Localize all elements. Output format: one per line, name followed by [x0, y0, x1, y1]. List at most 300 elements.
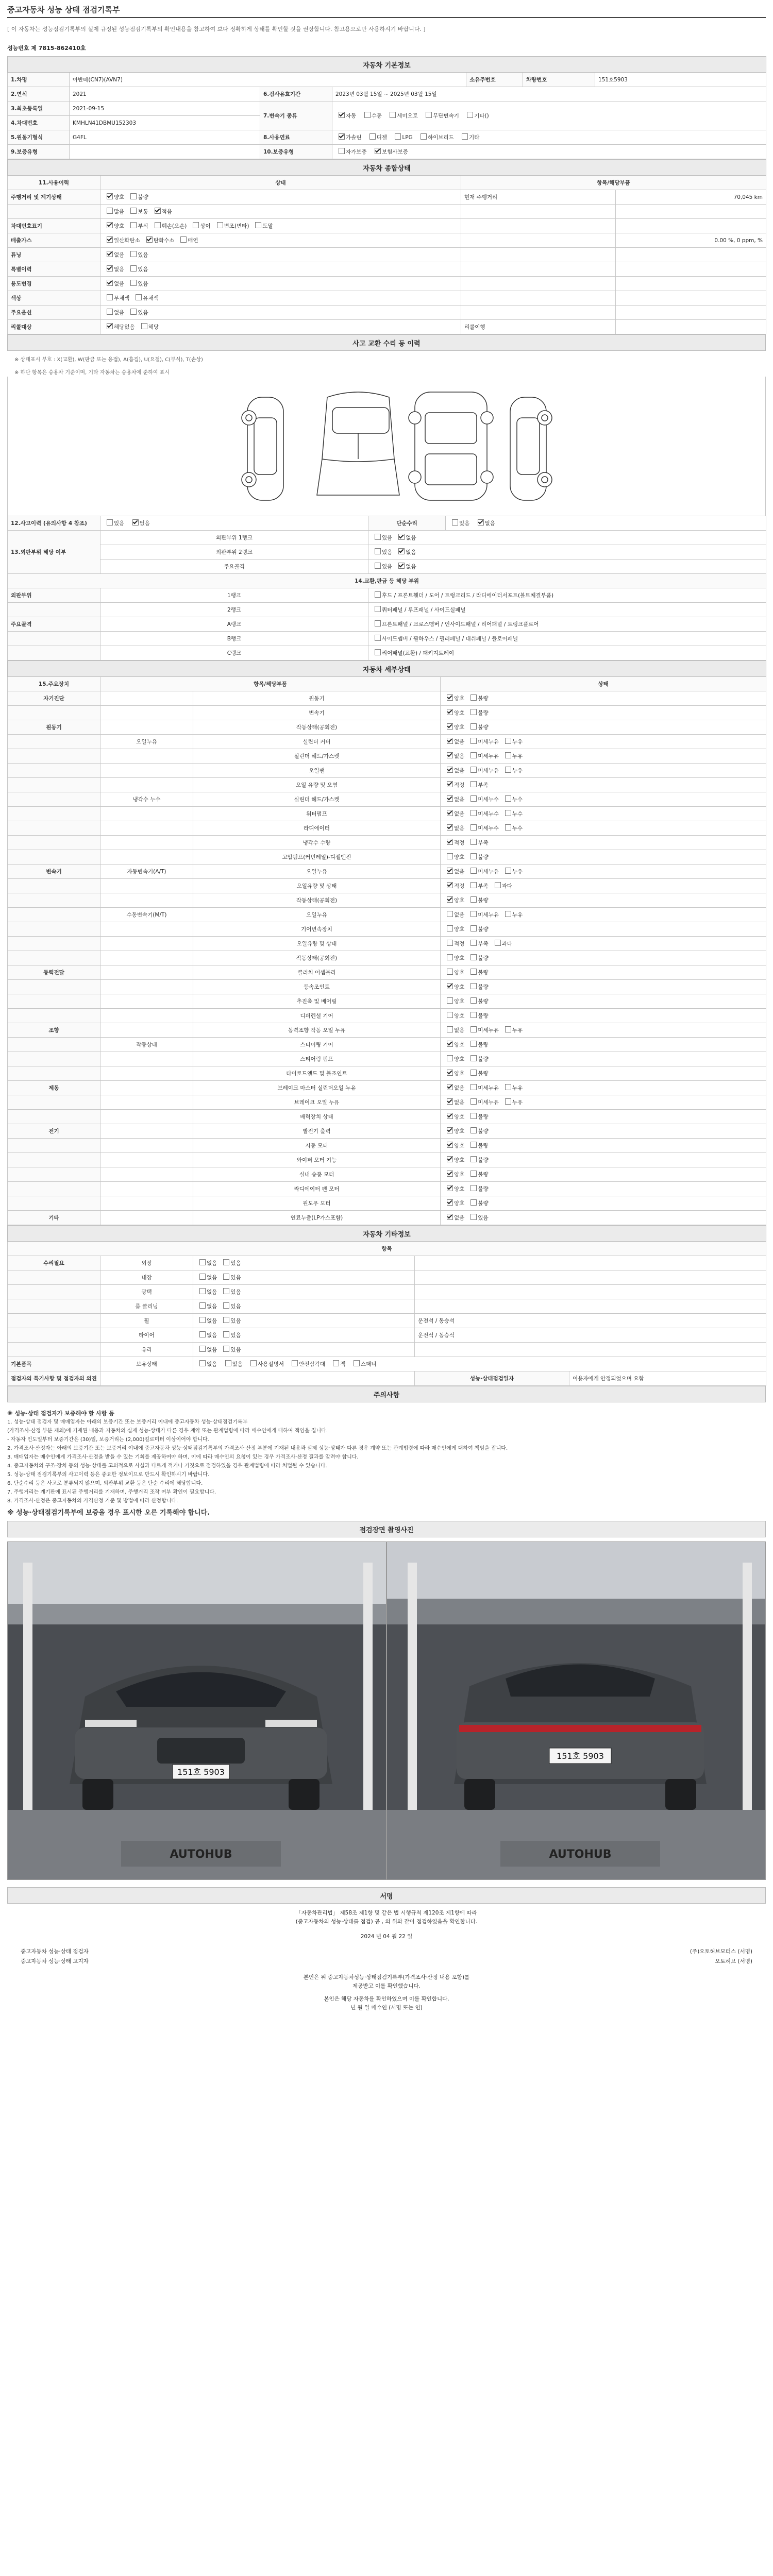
checkbox-icon[interactable]	[107, 294, 113, 300]
option-item: 없음	[444, 824, 464, 832]
checkbox-icon[interactable]	[470, 940, 477, 946]
detail-options	[441, 1009, 766, 1023]
checkbox-icon[interactable]	[470, 1185, 477, 1191]
checkbox-icon[interactable]	[505, 868, 511, 874]
checkbox-icon[interactable]	[447, 954, 453, 960]
other-item-col: 항목	[8, 1242, 766, 1256]
option-item: 불량	[467, 1012, 488, 1020]
checkbox-checked-icon[interactable]	[375, 148, 381, 154]
checkbox-icon[interactable]	[364, 112, 371, 118]
caution-line: 4. 중고자동차의 구조·장치 등의 성능·상태를 고의적으로 사실과 다르게 적거나 거짓으로 점검하였을 경우 관계법령에 따라 처벌될 수 있습니다.	[7, 1463, 327, 1469]
checkbox-icon[interactable]	[141, 323, 147, 329]
model-year-value: 2021	[70, 87, 260, 101]
checkbox-checked-icon[interactable]	[447, 868, 453, 874]
checkbox-icon[interactable]	[470, 1214, 477, 1220]
checkbox-icon[interactable]	[447, 1026, 453, 1032]
checkbox-checked-icon[interactable]	[478, 519, 484, 526]
checkbox-icon[interactable]	[395, 133, 401, 140]
other-info-section	[0, 1225, 773, 1386]
checkbox-icon[interactable]	[470, 997, 477, 1004]
checkbox-checked-icon[interactable]	[447, 795, 453, 802]
accident-label: 12.사고이력 (유의사항 4 참조)	[8, 516, 100, 531]
caution-line: 2. 가격조사·산정자는 아래의 보증기간 또는 보증거리 이내에 중고자동차 성능·상태점검기록부의 가격조사·산정 부분에 기재된 내용과 실제 성능·상태가 다른 경우 계약 또는 관계법령에 따라 매수인에게 대하여 책임을 집니다.	[7, 1446, 508, 1451]
detail-row	[8, 1139, 766, 1153]
option-item: 없음	[444, 868, 464, 875]
checkbox-icon[interactable]	[223, 1274, 229, 1280]
other-group	[8, 1270, 100, 1285]
checkbox-icon[interactable]	[470, 1055, 477, 1061]
option-item: 훼손(오손)	[152, 222, 187, 230]
status-value: 0.00 %, 0 ppm, %	[616, 233, 766, 248]
checkbox-checked-icon[interactable]	[107, 323, 113, 329]
overall-status-section	[0, 159, 773, 334]
checkbox-icon[interactable]	[375, 548, 381, 554]
detail-subgroup	[100, 994, 193, 1009]
checkbox-icon[interactable]	[292, 1360, 298, 1366]
detail-item: 실린더 헤드/가스켓	[193, 749, 441, 764]
option-item: 불량	[467, 1185, 488, 1193]
checkbox-icon[interactable]	[333, 1360, 339, 1366]
other-item: 외장	[100, 1256, 193, 1270]
detail-subgroup	[100, 965, 193, 980]
checkbox-icon[interactable]	[470, 839, 477, 845]
option-item: 불량	[467, 853, 488, 861]
checkbox-icon[interactable]	[130, 280, 137, 286]
checkbox-icon[interactable]	[505, 810, 511, 816]
option-item: 양호	[444, 1055, 464, 1063]
checkbox-icon[interactable]	[470, 868, 477, 874]
detail-options	[441, 821, 766, 836]
checkbox-icon[interactable]	[375, 563, 381, 569]
detail-group	[8, 951, 100, 965]
signature-date: 2024 년 04 월 22 일	[360, 1934, 413, 1940]
status-value	[616, 291, 766, 306]
detail-item: 실내 송풍 모터	[193, 1167, 441, 1182]
detail-group	[8, 1052, 100, 1066]
checkbox-checked-icon[interactable]	[339, 112, 345, 118]
option-item: 양호	[444, 954, 464, 962]
detail-row	[8, 937, 766, 951]
checkbox-icon[interactable]	[223, 1317, 229, 1323]
checkbox-checked-icon[interactable]	[398, 534, 405, 540]
checkbox-icon[interactable]	[199, 1274, 206, 1280]
checkbox-icon[interactable]	[447, 853, 453, 859]
checkbox-checked-icon[interactable]	[447, 1113, 453, 1119]
rank-level: A랭크	[100, 617, 368, 632]
detail-options	[441, 893, 766, 908]
checkbox-icon[interactable]	[217, 222, 223, 228]
checkbox-icon[interactable]	[470, 1026, 477, 1032]
notifier-row	[0, 1956, 773, 1966]
car-left-side-icon	[242, 397, 283, 500]
checkbox-checked-icon[interactable]	[447, 1070, 453, 1076]
checkbox-checked-icon[interactable]	[398, 548, 405, 554]
checkbox-icon[interactable]	[470, 1012, 477, 1018]
checkbox-icon[interactable]	[447, 969, 453, 975]
detail-group	[8, 735, 100, 749]
detail-item: 스티어링 기어	[193, 1038, 441, 1052]
checkbox-icon[interactable]	[375, 534, 381, 540]
checkbox-icon[interactable]	[505, 1026, 511, 1032]
status-extra	[461, 262, 616, 277]
checkbox-icon[interactable]	[447, 1055, 453, 1061]
option-item: 적정	[444, 781, 464, 789]
checkbox-checked-icon[interactable]	[447, 983, 453, 989]
checkbox-icon[interactable]	[375, 649, 381, 655]
caution-line: - 자동자 인도일부터 보증기간은 (30)일, 보증거리는 (2,000)킬로미터 이상이어야 합니다.	[7, 1437, 209, 1443]
checkbox-checked-icon[interactable]	[447, 1171, 453, 1177]
checkbox-icon[interactable]	[470, 911, 477, 917]
checkbox-checked-icon[interactable]	[132, 519, 139, 526]
checkbox-icon[interactable]	[470, 983, 477, 989]
checkbox-checked-icon[interactable]	[447, 1127, 453, 1133]
checkbox-icon[interactable]	[505, 1098, 511, 1105]
checkbox-icon[interactable]	[107, 309, 113, 315]
option-item: 없음	[444, 1214, 464, 1222]
detail-row	[8, 865, 766, 879]
checkbox-checked-icon[interactable]	[447, 694, 453, 701]
warranty-type-label: 9.보증유형	[8, 145, 70, 159]
checkbox-checked-icon[interactable]	[107, 193, 113, 199]
checkbox-icon[interactable]	[107, 208, 113, 214]
detail-options	[441, 994, 766, 1009]
checkbox-icon[interactable]	[495, 882, 501, 888]
detail-group: 제동	[8, 1081, 100, 1095]
checkbox-icon[interactable]	[495, 940, 501, 946]
checkbox-icon[interactable]	[223, 1331, 229, 1337]
performance-number: 성능번호 제 7815-862410호	[7, 45, 86, 52]
checkbox-icon[interactable]	[447, 925, 453, 931]
option-item: 없음	[196, 1274, 217, 1281]
checkbox-icon[interactable]	[470, 709, 477, 715]
checkbox-icon[interactable]	[452, 519, 458, 526]
checkbox-icon[interactable]	[470, 1084, 477, 1090]
transmission-label: 7.변속기 종류	[260, 101, 332, 130]
legend-codes: ※ 상태표시 부호 : X(교환), W(판금 또는 용접), A(흠집), U(요철), C(부식), T(손상)	[14, 357, 203, 363]
vin-label: 4.차대번호	[8, 116, 70, 130]
checkbox-icon[interactable]	[467, 112, 473, 118]
checkbox-checked-icon[interactable]	[155, 208, 161, 214]
status-extra	[461, 233, 616, 248]
checkbox-icon[interactable]	[199, 1259, 206, 1265]
caution-line: 6. 단순수리 등은 사고로 분류되지 않으며, 외판부위 교환 등은 단순 수리에 해당합니다.	[7, 1481, 203, 1486]
checkbox-icon[interactable]	[505, 795, 511, 802]
detail-options	[441, 1038, 766, 1052]
checkbox-icon[interactable]	[130, 265, 137, 272]
checkbox-checked-icon[interactable]	[107, 222, 113, 228]
detail-subgroup	[100, 922, 193, 937]
checkbox-checked-icon[interactable]	[447, 767, 453, 773]
checkbox-checked-icon[interactable]	[107, 280, 113, 286]
checkbox-icon[interactable]	[136, 294, 142, 300]
status-extra	[461, 248, 616, 262]
trans-semi: 세미오토	[386, 112, 418, 120]
checkbox-icon[interactable]	[470, 824, 477, 831]
checkbox-icon[interactable]	[470, 882, 477, 888]
option-item: 없음	[444, 810, 464, 818]
car-front-top-icon	[317, 392, 399, 495]
checkbox-icon[interactable]	[470, 1142, 477, 1148]
parts-col: 항목/해당부품	[461, 176, 766, 190]
detail-options	[441, 922, 766, 937]
checkbox-icon[interactable]	[470, 1041, 477, 1047]
detail-item: 윈도우 모터	[193, 1196, 441, 1211]
rank-items: 후드 / 프론트휀더 / 도어 / 트렁크리드 / 라디에이터서포트(볼트체결부품)	[368, 588, 766, 603]
option-item: 부족	[467, 839, 488, 846]
checkbox-icon[interactable]	[369, 133, 376, 140]
option-item: 있음	[220, 1317, 241, 1325]
checkbox-icon[interactable]	[505, 1084, 511, 1090]
detail-item: 오일팬	[193, 764, 441, 778]
checkbox-checked-icon[interactable]	[447, 1041, 453, 1047]
checkbox-checked-icon[interactable]	[447, 1098, 453, 1105]
checkbox-checked-icon[interactable]	[339, 133, 345, 140]
checkbox-icon[interactable]	[470, 896, 477, 903]
checkbox-icon[interactable]	[199, 1288, 206, 1294]
checkbox-icon[interactable]	[470, 1171, 477, 1177]
detail-options	[441, 937, 766, 951]
status-value: 70,045 km	[616, 190, 766, 205]
checkbox-icon[interactable]	[470, 795, 477, 802]
checkbox-icon[interactable]	[470, 1113, 477, 1119]
option-item: 해당	[138, 323, 159, 331]
other-options	[193, 1343, 415, 1357]
opinion-label: 점검자의 특기사항 및 점검자의 의견	[8, 1371, 100, 1386]
checkbox-icon[interactable]	[107, 519, 113, 526]
checkbox-icon[interactable]	[199, 1331, 206, 1337]
other-row	[8, 1256, 766, 1270]
status-row	[8, 277, 766, 291]
option-item: 양호	[444, 1199, 464, 1207]
checkbox-checked-icon[interactable]	[447, 1185, 453, 1191]
checkbox-icon[interactable]	[375, 606, 381, 612]
other-side: 운전석 / 동승석	[415, 1314, 766, 1328]
other-options	[193, 1328, 415, 1343]
trans-auto: 자동	[335, 112, 356, 120]
detail-options	[441, 865, 766, 879]
checkbox-icon[interactable]	[447, 940, 453, 946]
checkbox-icon[interactable]	[470, 1156, 477, 1162]
detail-subgroup	[100, 1110, 193, 1124]
checkbox-icon[interactable]	[225, 1360, 231, 1366]
checkbox-checked-icon[interactable]	[107, 251, 113, 257]
detail-item: 오일누유	[193, 908, 441, 922]
checkbox-icon[interactable]	[223, 1302, 229, 1309]
detail-options	[441, 850, 766, 865]
checkbox-checked-icon[interactable]	[447, 810, 453, 816]
checkbox-icon[interactable]	[130, 193, 137, 199]
option-item: 없음	[104, 280, 124, 287]
checkbox-icon[interactable]	[255, 222, 261, 228]
rank-level: 1랭크	[100, 588, 368, 603]
checkbox-icon[interactable]	[470, 954, 477, 960]
checkbox-icon[interactable]	[470, 925, 477, 931]
checkbox-checked-icon[interactable]	[398, 563, 405, 569]
other-item: 유리	[100, 1343, 193, 1357]
checkbox-icon[interactable]	[426, 112, 432, 118]
option-item: 누유	[502, 767, 523, 774]
rank-row	[8, 588, 766, 603]
checkbox-icon[interactable]	[130, 251, 137, 257]
other-item: 내장	[100, 1270, 193, 1285]
checkbox-icon[interactable]	[470, 969, 477, 975]
option-item: 적정	[444, 940, 464, 947]
first-reg-value: 2021-09-15	[70, 101, 260, 116]
detail-row	[8, 1124, 766, 1139]
option-item: 불량	[467, 969, 488, 976]
option-item: 없음	[196, 1259, 217, 1267]
option-item: 불량	[467, 1171, 488, 1178]
checkbox-checked-icon[interactable]	[447, 824, 453, 831]
major-device-col: 15.주요장치	[8, 677, 100, 691]
option-item: 없음	[196, 1346, 217, 1353]
detail-group	[8, 821, 100, 836]
checkbox-icon[interactable]	[505, 767, 511, 773]
option-item: 적음	[152, 208, 172, 215]
notice-text: [ 이 자동차는 성능점검기록부의 실제 규정된 성능점검기록부의 확인내용을 참고하여 보다 정확하게 상태를 확인할 것을 권장합니다. 참고용으로만 사용하시기 바랍니다. ]	[7, 26, 426, 32]
option-item: 누유	[502, 752, 523, 760]
option-item: 없음	[444, 1084, 464, 1092]
status-options	[100, 219, 461, 233]
checkbox-icon[interactable]	[447, 911, 453, 917]
option-item: 불량	[467, 954, 488, 962]
detail-subgroup	[100, 1211, 193, 1225]
checkbox-checked-icon[interactable]	[447, 752, 453, 758]
checkbox-icon[interactable]	[130, 208, 137, 214]
checkbox-checked-icon[interactable]	[107, 265, 113, 272]
fuel-label: 8.사용연료	[260, 130, 332, 145]
detail-options	[441, 1081, 766, 1095]
status-row	[8, 205, 766, 219]
transmission-options	[332, 101, 766, 130]
option-item: 불량	[467, 1113, 488, 1121]
detail-row	[8, 1009, 766, 1023]
buyer-line-4: 년 월 일 매수인 (서명 또는 인)	[350, 2005, 423, 2011]
checkbox-icon[interactable]	[447, 997, 453, 1004]
checkbox-icon[interactable]	[470, 1127, 477, 1133]
checkbox-icon[interactable]	[470, 810, 477, 816]
checkbox-icon[interactable]	[470, 1199, 477, 1206]
checkbox-checked-icon[interactable]	[107, 236, 113, 243]
option-item: 있음	[127, 265, 148, 273]
usage-history-col: 11.사용이력	[8, 176, 100, 190]
checkbox-checked-icon[interactable]	[447, 839, 453, 845]
option-item: 양호	[444, 1156, 464, 1164]
checkbox-checked-icon[interactable]	[447, 1084, 453, 1090]
option-item: 불량	[467, 896, 488, 904]
checkbox-icon[interactable]	[155, 222, 161, 228]
status-row	[8, 306, 766, 320]
rank-items: 사이드멤버 / 휠하우스 / 필러패널 / 대쉬패널 / 플로어패널	[368, 632, 766, 646]
checkbox-icon[interactable]	[470, 1070, 477, 1076]
checkbox-icon[interactable]	[199, 1317, 206, 1323]
option-item: 없음	[104, 309, 124, 316]
checkbox-checked-icon[interactable]	[447, 709, 453, 715]
detail-group	[8, 1167, 100, 1182]
option-item: 매연	[177, 236, 198, 244]
frame-row-3: 주요골격	[100, 560, 368, 574]
checkbox-icon[interactable]	[223, 1288, 229, 1294]
status-value	[616, 248, 766, 262]
checkbox-checked-icon[interactable]	[447, 1199, 453, 1206]
checkbox-icon[interactable]	[505, 824, 511, 831]
detail-subgroup: 수동변속기(M/T)	[100, 908, 193, 922]
checkbox-checked-icon[interactable]	[447, 738, 453, 744]
checkbox-icon[interactable]	[470, 723, 477, 730]
checkbox-icon[interactable]	[130, 222, 137, 228]
rear-plate: 151호 5903	[557, 1751, 604, 1761]
option-item: 양호	[104, 222, 124, 230]
checkbox-icon[interactable]	[223, 1259, 229, 1265]
detail-subgroup	[100, 980, 193, 994]
checkbox-icon[interactable]	[199, 1360, 206, 1366]
rank-row	[8, 632, 766, 646]
checkbox-checked-icon[interactable]	[146, 236, 153, 243]
checkbox-checked-icon[interactable]	[447, 1156, 453, 1162]
checkbox-icon[interactable]	[375, 635, 381, 641]
checkbox-icon[interactable]	[375, 591, 381, 598]
checkbox-icon[interactable]	[470, 752, 477, 758]
option-item: 없음	[196, 1317, 217, 1325]
checkbox-icon[interactable]	[470, 781, 477, 787]
detail-group	[8, 1095, 100, 1110]
option-item: 미세누유	[467, 1084, 499, 1092]
checkbox-icon[interactable]	[250, 1360, 257, 1366]
checkbox-icon[interactable]	[505, 752, 511, 758]
checkbox-icon[interactable]	[462, 133, 468, 140]
option-item: 없음	[444, 1026, 464, 1034]
checkbox-icon[interactable]	[223, 1346, 229, 1352]
checkbox-icon[interactable]	[199, 1302, 206, 1309]
checkbox-icon[interactable]	[375, 620, 381, 626]
checkbox-checked-icon[interactable]	[447, 896, 453, 903]
checkbox-checked-icon[interactable]	[447, 882, 453, 888]
status-item-label	[8, 205, 100, 219]
checkbox-icon[interactable]	[470, 767, 477, 773]
checkbox-icon[interactable]	[199, 1346, 206, 1352]
checkbox-checked-icon[interactable]	[447, 723, 453, 730]
detail-subgroup	[100, 778, 193, 792]
checkbox-icon[interactable]	[339, 148, 345, 154]
checkbox-icon[interactable]	[130, 309, 137, 315]
option-item: 있음	[467, 1214, 488, 1222]
checkbox-icon[interactable]	[193, 222, 199, 228]
status-item-label: 튜닝	[8, 248, 100, 262]
checkbox-icon[interactable]	[180, 236, 187, 243]
checkbox-icon[interactable]	[470, 694, 477, 701]
checkbox-checked-icon[interactable]	[447, 1214, 453, 1220]
detail-row	[8, 951, 766, 965]
checkbox-icon[interactable]	[390, 112, 396, 118]
detail-options	[441, 1182, 766, 1196]
checkbox-icon[interactable]	[470, 853, 477, 859]
checkbox-icon[interactable]	[505, 738, 511, 744]
checkbox-icon[interactable]	[470, 1098, 477, 1105]
checkbox-checked-icon[interactable]	[447, 1142, 453, 1148]
checkbox-icon[interactable]	[354, 1360, 360, 1366]
checkbox-checked-icon[interactable]	[447, 781, 453, 787]
warranty-type2-label: 10.보증유형	[260, 145, 332, 159]
checkbox-icon[interactable]	[421, 133, 427, 140]
checkbox-icon[interactable]	[447, 1012, 453, 1018]
status-row	[8, 233, 766, 248]
inspection-period-value: 2023년 03월 15일 ~ 2025년 03월 15일	[332, 87, 766, 101]
option-item: 미세누유	[467, 1098, 499, 1106]
engine-type-value: G4FL	[70, 130, 260, 145]
checkbox-icon[interactable]	[470, 738, 477, 744]
checkbox-icon[interactable]	[505, 911, 511, 917]
detail-row	[8, 1211, 766, 1225]
